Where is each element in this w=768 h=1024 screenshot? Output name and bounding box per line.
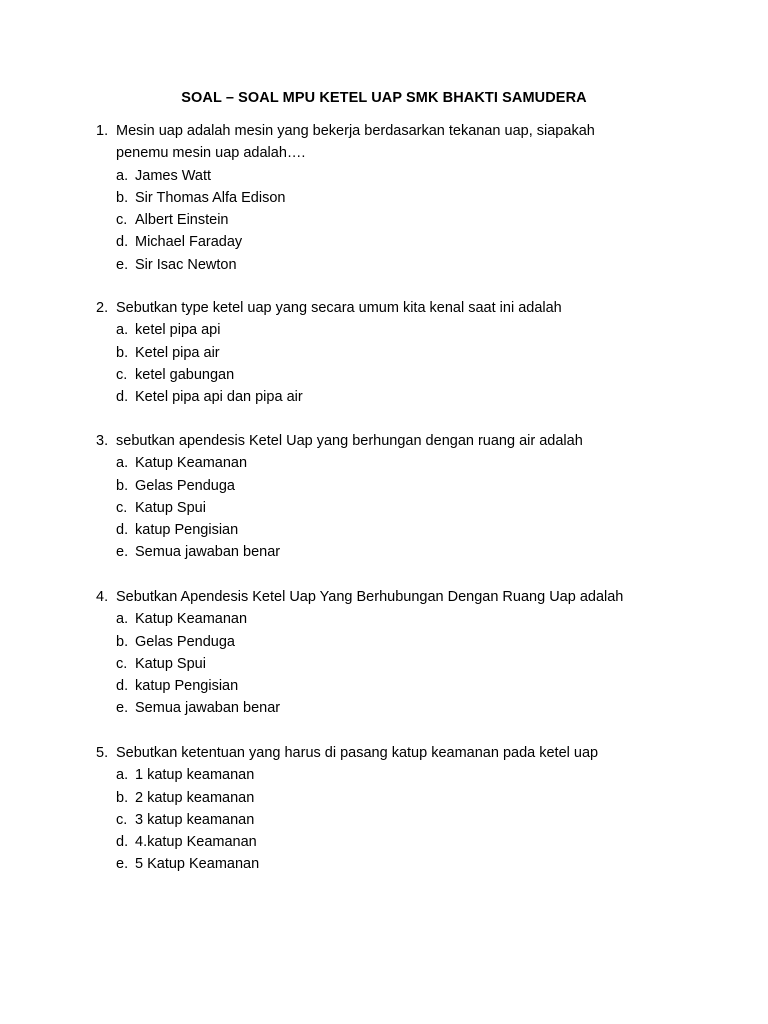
option-text: Katup Spui xyxy=(135,499,206,516)
question-number: 5. xyxy=(96,745,109,761)
question-text: Sebutkan ketentuan yang harus di pasang katup keamanan pada ketel uap xyxy=(116,745,599,761)
option-a xyxy=(96,319,696,341)
option-letter: e. xyxy=(116,544,129,561)
question-number: 2. xyxy=(96,300,109,316)
option-c xyxy=(96,809,696,831)
option-b xyxy=(96,187,696,209)
option-text: Gelas Penduga xyxy=(135,477,235,494)
option-letter: c. xyxy=(116,212,128,229)
option-letter: b. xyxy=(116,344,129,361)
option-text: Ketel pipa air xyxy=(135,344,220,361)
option-text: 3 katup keamanan xyxy=(135,811,255,828)
option-text: 2 katup keamanan xyxy=(135,789,255,806)
option-letter: e. xyxy=(116,700,129,717)
option-text: Gelas Penduga xyxy=(135,633,235,650)
option-text: Albert Einstein xyxy=(135,212,229,229)
option-text: Katup Keamanan xyxy=(135,455,248,472)
option-e xyxy=(96,697,696,719)
option-letter: d. xyxy=(116,678,129,695)
question-4 xyxy=(96,586,696,720)
question-2 xyxy=(96,297,696,408)
option-text: Sir Thomas Alfa Edison xyxy=(135,189,286,206)
question-line xyxy=(96,297,696,319)
question-number: 1. xyxy=(96,123,109,139)
option-b xyxy=(96,475,696,497)
option-text: Katup Spui xyxy=(135,655,206,672)
question-line xyxy=(96,742,696,764)
option-letter: d. xyxy=(116,234,129,251)
question-number: 4. xyxy=(96,589,109,605)
option-a xyxy=(96,165,696,187)
option-text: katup Pengisian xyxy=(135,522,239,539)
option-e xyxy=(96,541,696,563)
question-text: Mesin uap adalah mesin yang bekerja berdasarkan tekanan uap, siapakah xyxy=(116,123,595,139)
option-d xyxy=(96,519,696,541)
option-text: Semua jawaban benar xyxy=(135,544,281,561)
option-letter: d. xyxy=(116,522,129,539)
document-title: SOAL – SOAL MPU KETEL UAP SMK BHAKTI SAMUDERA xyxy=(181,90,587,106)
question-text: Sebutkan Apendesis Ketel Uap Yang Berhubungan Dengan Ruang Uap adalah xyxy=(116,589,624,605)
option-letter: d. xyxy=(116,834,129,851)
option-text: ketel gabungan xyxy=(135,366,235,383)
option-c xyxy=(96,497,696,519)
question-line xyxy=(96,120,696,142)
option-text: Katup Keamanan xyxy=(135,611,248,628)
question-line xyxy=(96,586,696,608)
option-letter: b. xyxy=(116,789,129,806)
question-5 xyxy=(96,742,696,876)
option-c xyxy=(96,209,696,231)
option-c xyxy=(96,364,696,386)
option-e xyxy=(96,853,696,875)
option-d xyxy=(96,675,696,697)
option-b xyxy=(96,631,696,653)
option-b xyxy=(96,342,696,364)
question-text: sebutkan apendesis Ketel Uap yang berhungan dengan ruang air adalah xyxy=(116,433,583,449)
question-1 xyxy=(96,120,696,276)
option-a xyxy=(96,608,696,630)
option-letter: a. xyxy=(116,167,129,184)
option-letter: e. xyxy=(116,256,129,273)
option-letter: c. xyxy=(116,366,128,383)
option-letter: d. xyxy=(116,389,129,406)
question-text: Sebutkan type ketel uap yang secara umum kita kenal saat ini adalah xyxy=(116,300,562,316)
option-a xyxy=(96,452,696,474)
option-letter: c. xyxy=(116,811,128,828)
option-e xyxy=(96,254,696,276)
option-d xyxy=(96,231,696,253)
option-letter: c. xyxy=(116,499,128,516)
option-text: 5 Katup Keamanan xyxy=(135,856,260,873)
question-line xyxy=(96,430,696,452)
option-text: 1 katup keamanan xyxy=(135,767,255,784)
option-text: Ketel pipa api dan pipa air xyxy=(135,389,303,406)
option-letter: a. xyxy=(116,767,129,784)
option-letter: a. xyxy=(116,322,129,339)
option-letter: e. xyxy=(116,856,129,873)
option-b xyxy=(96,787,696,809)
option-d xyxy=(96,386,696,408)
option-letter: c. xyxy=(116,655,128,672)
option-letter: a. xyxy=(116,455,129,472)
option-text: Semua jawaban benar xyxy=(135,700,281,717)
question-3 xyxy=(96,430,696,564)
option-c xyxy=(96,653,696,675)
option-text: James Watt xyxy=(135,167,212,184)
question-number: 3. xyxy=(96,433,109,449)
option-text: 4.katup Keamanan xyxy=(135,834,257,851)
option-text: Sir Isac Newton xyxy=(135,256,237,273)
option-text: ketel pipa api xyxy=(135,322,221,339)
option-text: Michael Faraday xyxy=(135,234,243,251)
question-text: penemu mesin uap adalah…. xyxy=(116,145,306,162)
option-letter: a. xyxy=(116,611,129,628)
option-letter: b. xyxy=(116,189,129,206)
option-a xyxy=(96,764,696,786)
question-line xyxy=(96,142,696,164)
option-letter: b. xyxy=(116,633,129,650)
option-text: katup Pengisian xyxy=(135,678,239,695)
option-d xyxy=(96,831,696,853)
option-letter: b. xyxy=(116,477,129,494)
